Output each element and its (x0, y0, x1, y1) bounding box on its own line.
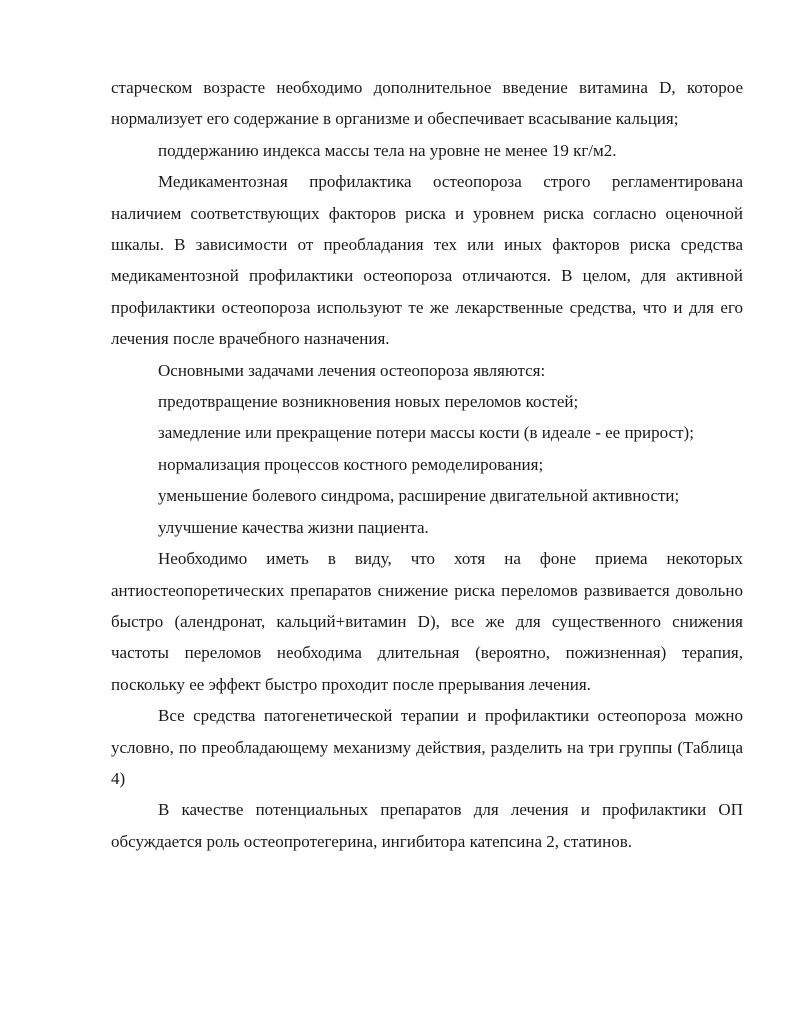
list-item-normalize-remodeling: нормализация процессов костного ремоделирования; (158, 454, 544, 474)
paragraph-therapy-groups: Все средства патогенетической терапии и профилактики остеопороза можно условно, по преобладающему механизму действия, разделить на три группы (Таблица 4) (111, 706, 743, 788)
paragraph-drug-prevention: Медикаментозная профилактика остеопороза строго регламентирована наличием соответствующих факторов риска и уровнем риска согласно оценочной шкалы. В зависимости от преобладания тех или иных факторов риска средства медикаментозной профилактики остеопороза отличаются. В целом, для активной профилактики остеопороза используют те же лекарственные средства, что и для его лечения после врачебного назначения. (111, 172, 743, 349)
list-item-slow-bone-loss: замедление или прекращение потери массы кости (в идеале - ее прирост); (158, 423, 694, 443)
paragraph-long-term-therapy: Необходимо иметь в виду, что хотя на фоне приема некоторых антиостеопоретических препаратов снижение риска переломов развивается довольно быстро (алендронат, кальций+витамин D), все же для существенного снижения частоты переломов необходима длительная (вероятно, пожизненная) терапия, поскольку ее эффект быстро проходит после прерывания лечения. (111, 549, 743, 694)
list-item-quality-of-life: улучшение качества жизни пациента. (158, 517, 429, 537)
list-item-prevent-fractures: предотвращение возникновения новых переломов костей; (158, 392, 579, 412)
list-item-reduce-pain: уменьшение болевого синдрома, расширение двигательной активности; (158, 486, 680, 506)
paragraph-treatment-goals-heading: Основными задачами лечения остеопороза являются: (158, 360, 546, 380)
paragraph-body-mass-index: поддержанию индекса массы тела на уровне не менее 19 кг/м2. (158, 140, 617, 160)
document-page (111, 72, 743, 857)
paragraph-potential-drugs: В качестве потенциальных препаратов для лечения и профилактики ОП обсуждается роль остеопротегерина, ингибитора катепсина 2, статинов. (111, 800, 743, 851)
paragraph-vitamin-d: старческом возрасте необходимо дополнительное введение витамина D, которое нормализует его содержание в организме и обеспечивает всасывание кальция; (111, 78, 743, 129)
